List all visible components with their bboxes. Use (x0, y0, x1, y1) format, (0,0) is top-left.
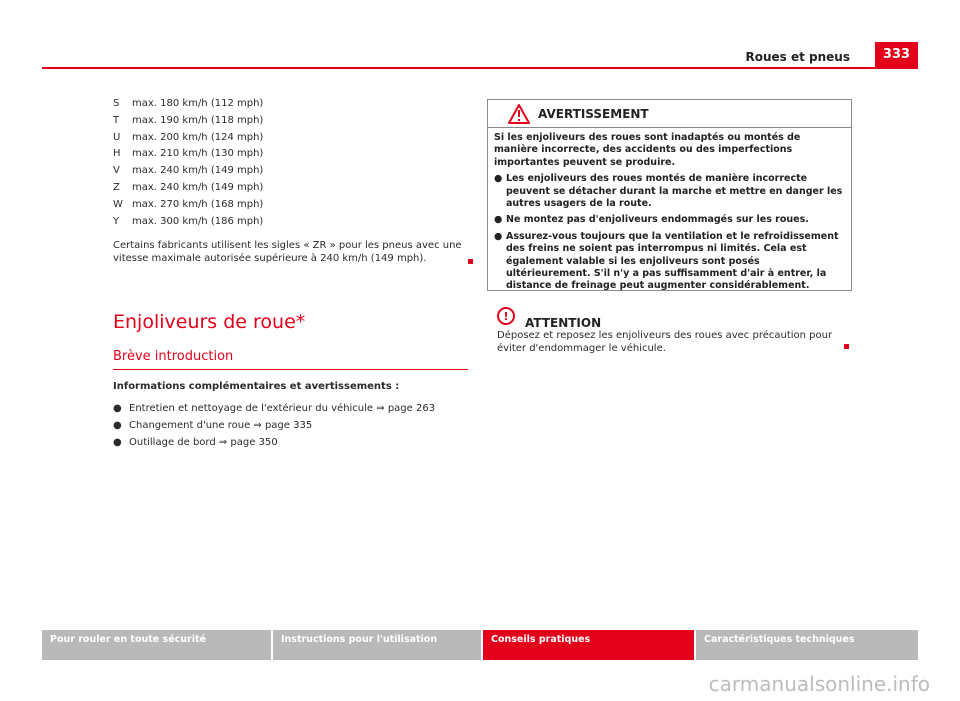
section-end-marker (468, 259, 473, 264)
speed-rating-row (113, 163, 473, 180)
speed-value: max. 190 km/h (118 mph) (132, 114, 264, 126)
info-title: Informations complémentaires et avertissements : (113, 381, 400, 392)
attention-title: ATTENTION (525, 316, 602, 330)
zr-paragraph: Certains fabricants utilisent les sigles « ZR » pour les pneus avec une vitesse maximale autorisée supérieure à 240 km/h (149 mph). (113, 240, 462, 265)
bullet-icon: ● (494, 230, 503, 242)
speed-code: H (113, 148, 121, 160)
warning-bullet (494, 214, 845, 226)
footer-tab-instructions[interactable]: Instructions pour l'utilisation (273, 630, 481, 660)
speed-value: max. 300 km/h (186 mph) (132, 215, 264, 227)
reference-item[interactable] (113, 417, 435, 434)
speed-code: T (113, 114, 120, 126)
speed-rating-row (113, 130, 473, 147)
speed-value: max. 240 km/h (149 mph) (132, 165, 264, 177)
speed-rating-row (113, 214, 473, 231)
left-column (113, 96, 473, 448)
speed-rating-row (113, 113, 473, 130)
speed-code: S (113, 98, 120, 109)
subsection-heading: Brève introduction (113, 349, 234, 364)
footer-tab-safety[interactable]: Pour rouler en toute sécurité (42, 630, 271, 660)
bullet-icon: ● (494, 214, 503, 226)
section-end-marker (844, 344, 849, 349)
reference-item[interactable] (113, 400, 435, 417)
speed-code: Z (113, 181, 120, 193)
attention-header (497, 302, 601, 330)
bullet-icon: ● (113, 420, 122, 431)
footer-nav (42, 630, 918, 660)
speed-rating-list (113, 96, 473, 230)
speed-code: Y (113, 215, 120, 227)
footer-tab-practical-tips[interactable]: Conseils pratiques (483, 630, 694, 660)
warning-bullet-text: Les enjoliveurs des roues montés de manière incorrecte peuvent se détacher durant la marche et mettre en danger les autres usagers de la route. (506, 173, 843, 210)
bullet-icon: ● (113, 403, 122, 414)
speed-value: max. 270 km/h (168 mph) (132, 198, 264, 210)
warning-header (488, 100, 851, 128)
speed-rating-row (113, 146, 473, 163)
section-heading: Enjoliveurs de roue* (113, 311, 306, 333)
speed-rating-row (113, 180, 473, 197)
warning-bullet (494, 173, 845, 210)
warning-title: AVERTISSEMENT (538, 106, 649, 121)
attention-text: Déposez et reposez les enjoliveurs des roues avec précaution pour éviter d'endommager le véhicule. (497, 330, 833, 354)
warning-bullet (494, 231, 845, 293)
speed-value: max. 180 km/h (112 mph) (132, 98, 264, 109)
warning-intro: Si les enjoliveurs des roues sont inadaptés ou montés de manière incorrecte, des accidents ou des imperfections importantes peuvent se produire. (494, 132, 801, 168)
subsection-divider (113, 369, 468, 370)
footer-tab-technical[interactable]: Caractéristiques techniques (696, 630, 918, 660)
reference-link[interactable]: Outillage de bord ⇒ page 350 (129, 437, 278, 448)
speed-value: max. 200 km/h (124 mph) (132, 131, 264, 143)
chapter-title: Roues et pneus (745, 50, 850, 64)
warning-bullet-text: Ne montez pas d'enjoliveurs endommagés sur les roues. (506, 214, 809, 226)
attention-icon: ! (497, 307, 515, 325)
speed-value: max. 210 km/h (130 mph) (132, 148, 264, 160)
header-divider (42, 67, 918, 69)
warning-box (487, 99, 852, 291)
warning-triangle-icon (508, 104, 530, 124)
watermark-text: carmanualsonline.info (708, 672, 930, 696)
speed-rating-row (113, 197, 473, 214)
bullet-icon: ● (494, 173, 503, 185)
reference-link[interactable]: Changement d'une roue ⇒ page 335 (129, 420, 313, 431)
reference-item[interactable] (113, 434, 435, 451)
watermark (0, 670, 960, 701)
speed-code: U (113, 131, 121, 143)
reference-list (113, 400, 435, 451)
bullet-icon: ● (113, 437, 122, 448)
reference-link[interactable]: Entretien et nettoyage de l'extérieur du véhicule ⇒ page 263 (129, 403, 436, 414)
warning-body (488, 128, 851, 293)
speed-code: W (113, 198, 123, 210)
speed-code: V (113, 165, 120, 177)
speed-rating-row (113, 96, 473, 113)
speed-value: max. 240 km/h (149 mph) (132, 181, 264, 193)
warning-bullet-text: Assurez-vous toujours que la ventilation et le refroidissement des freins ne soient pas interrompus ni limités. Cela est également valable si les enjoliveurs sont posés ultérieurement. S'il n'y a pas suffisamment d'air à entrer, la distance de freinage peut augmenter considérablement. (506, 230, 839, 292)
page-number: 333 (875, 42, 918, 67)
